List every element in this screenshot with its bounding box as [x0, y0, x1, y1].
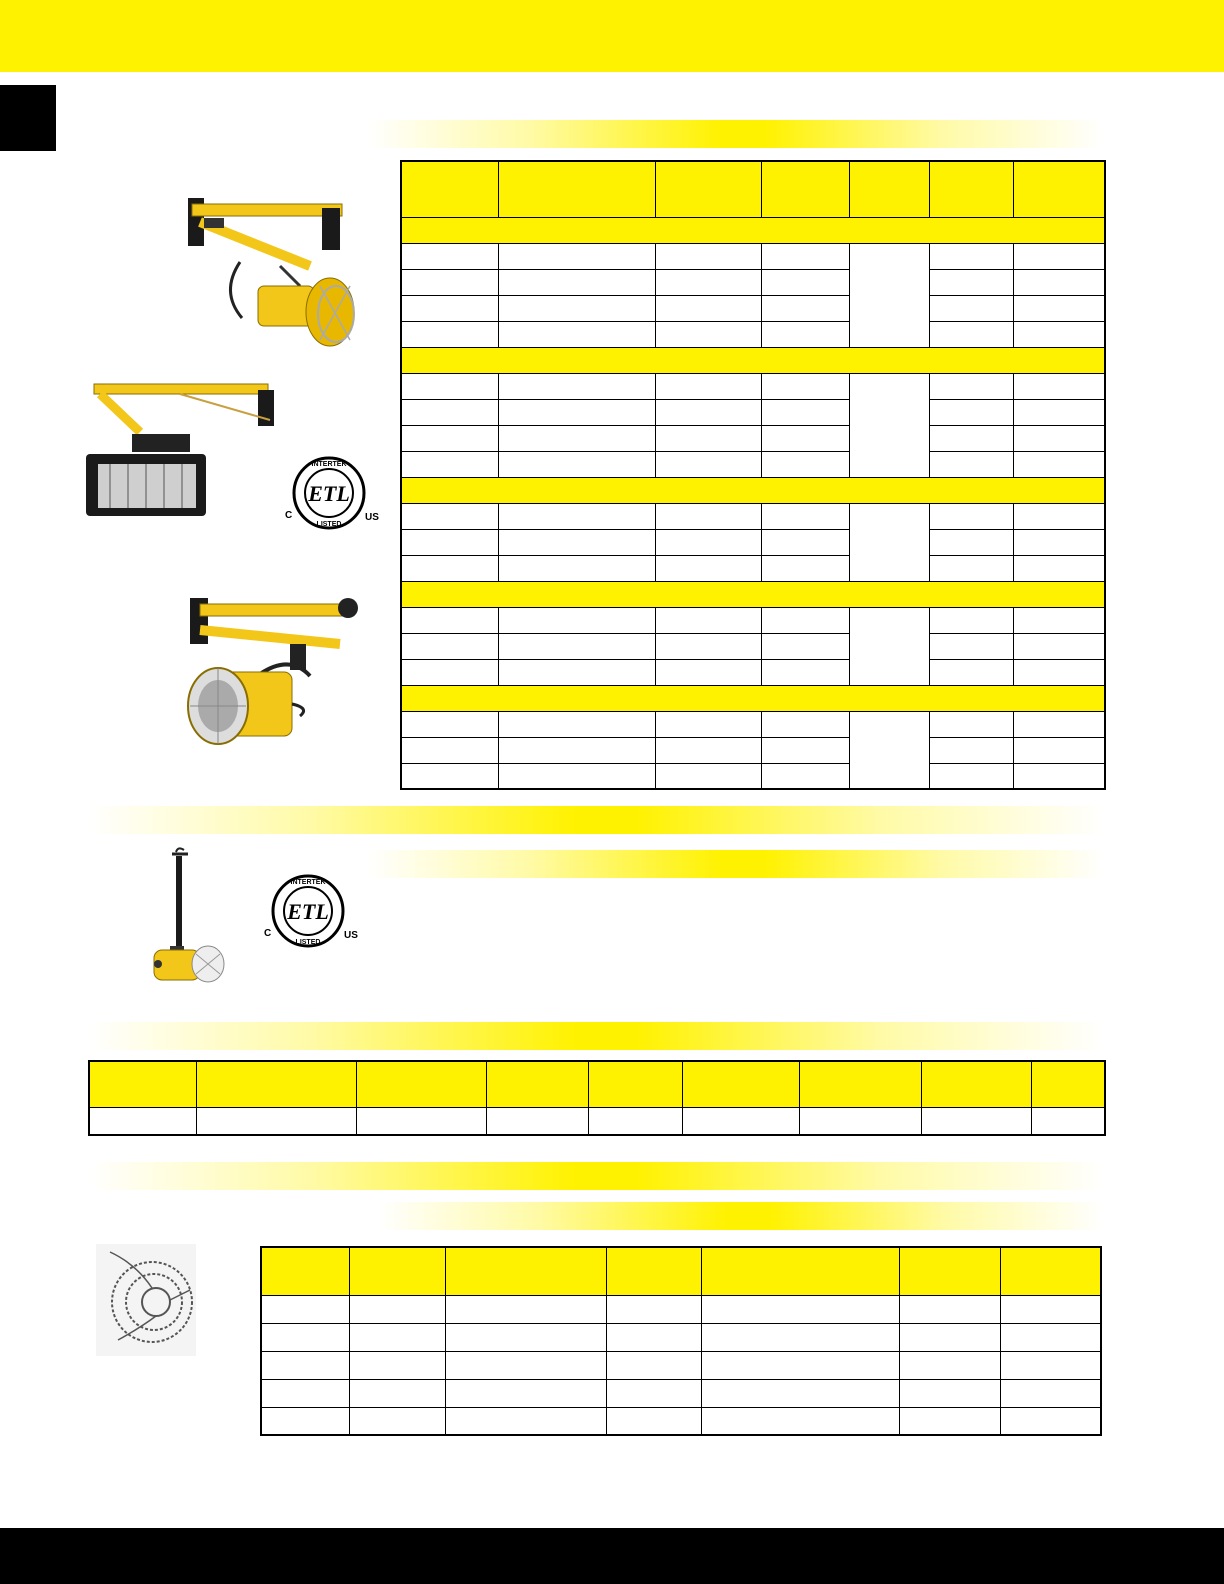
table-row — [401, 321, 1105, 347]
section-tab-marker — [0, 85, 56, 151]
svg-text:INTERTEK: INTERTEK — [311, 461, 347, 468]
table-row — [401, 529, 1105, 555]
svg-text:ETL: ETL — [308, 481, 350, 506]
table-row — [401, 243, 1105, 269]
etl-listed-mark-icon — [283, 456, 383, 532]
subsection-heading-bar — [368, 850, 1104, 878]
section-heading-bar — [88, 1022, 1104, 1050]
dock-light-can-fixture-image — [180, 182, 370, 354]
table-row — [261, 1295, 1101, 1323]
table-row — [401, 373, 1105, 399]
table-row — [401, 269, 1105, 295]
svg-text:ETL: ETL — [287, 899, 329, 924]
header-cell — [655, 161, 761, 217]
table-row — [401, 451, 1105, 477]
header-band — [0, 0, 1224, 72]
table-row — [401, 607, 1105, 633]
table-row — [401, 763, 1105, 789]
header-cell — [1013, 161, 1105, 217]
pole-mount-light-image — [144, 846, 234, 986]
wire-guard-spec-table — [260, 1246, 1102, 1436]
svg-text:C: C — [264, 928, 272, 939]
section-heading-bar — [88, 806, 1104, 834]
wire-guard-image — [96, 1244, 196, 1356]
header-cell — [849, 161, 929, 217]
svg-text:LISTED: LISTED — [295, 939, 321, 946]
table-row — [261, 1323, 1101, 1351]
svg-text:INTERTEK: INTERTEK — [290, 879, 326, 886]
table-row — [401, 711, 1105, 737]
header-cell — [401, 161, 498, 217]
table-row — [401, 633, 1105, 659]
table-row — [89, 1107, 1105, 1135]
header-cell — [498, 161, 655, 217]
table-row — [401, 503, 1105, 529]
dock-light-spec-table — [400, 160, 1106, 790]
group-header-row — [401, 477, 1105, 503]
table-row — [261, 1351, 1101, 1379]
table-header-row — [89, 1061, 1105, 1107]
header-cell — [761, 161, 849, 217]
table-row — [401, 425, 1105, 451]
table-row — [401, 659, 1105, 685]
group-header-row — [401, 685, 1105, 711]
svg-text:LISTED: LISTED — [316, 521, 342, 528]
table-row — [401, 399, 1105, 425]
svg-text:C: C — [285, 510, 293, 521]
section-heading-bar — [88, 1162, 1104, 1190]
table-header-row — [401, 161, 1105, 217]
etl-listed-mark-icon — [262, 874, 362, 950]
table-row — [401, 555, 1105, 581]
pole-light-spec-table — [88, 1060, 1106, 1136]
table-header-row — [261, 1247, 1101, 1295]
section-heading-bar — [368, 120, 1104, 148]
table-row — [401, 295, 1105, 321]
dock-light-flood-fixture-image — [80, 372, 280, 522]
svg-text:US: US — [365, 512, 379, 523]
subsection-heading-bar — [378, 1202, 1104, 1230]
table-row — [261, 1407, 1101, 1435]
svg-text:US: US — [344, 930, 358, 941]
header-cell — [929, 161, 1013, 217]
footer-band — [0, 1528, 1224, 1584]
group-header-row — [401, 347, 1105, 373]
dock-light-drum-fixture-image — [160, 584, 360, 764]
table-row — [401, 737, 1105, 763]
group-header-row — [401, 217, 1105, 243]
group-header-row — [401, 581, 1105, 607]
table-row — [261, 1379, 1101, 1407]
